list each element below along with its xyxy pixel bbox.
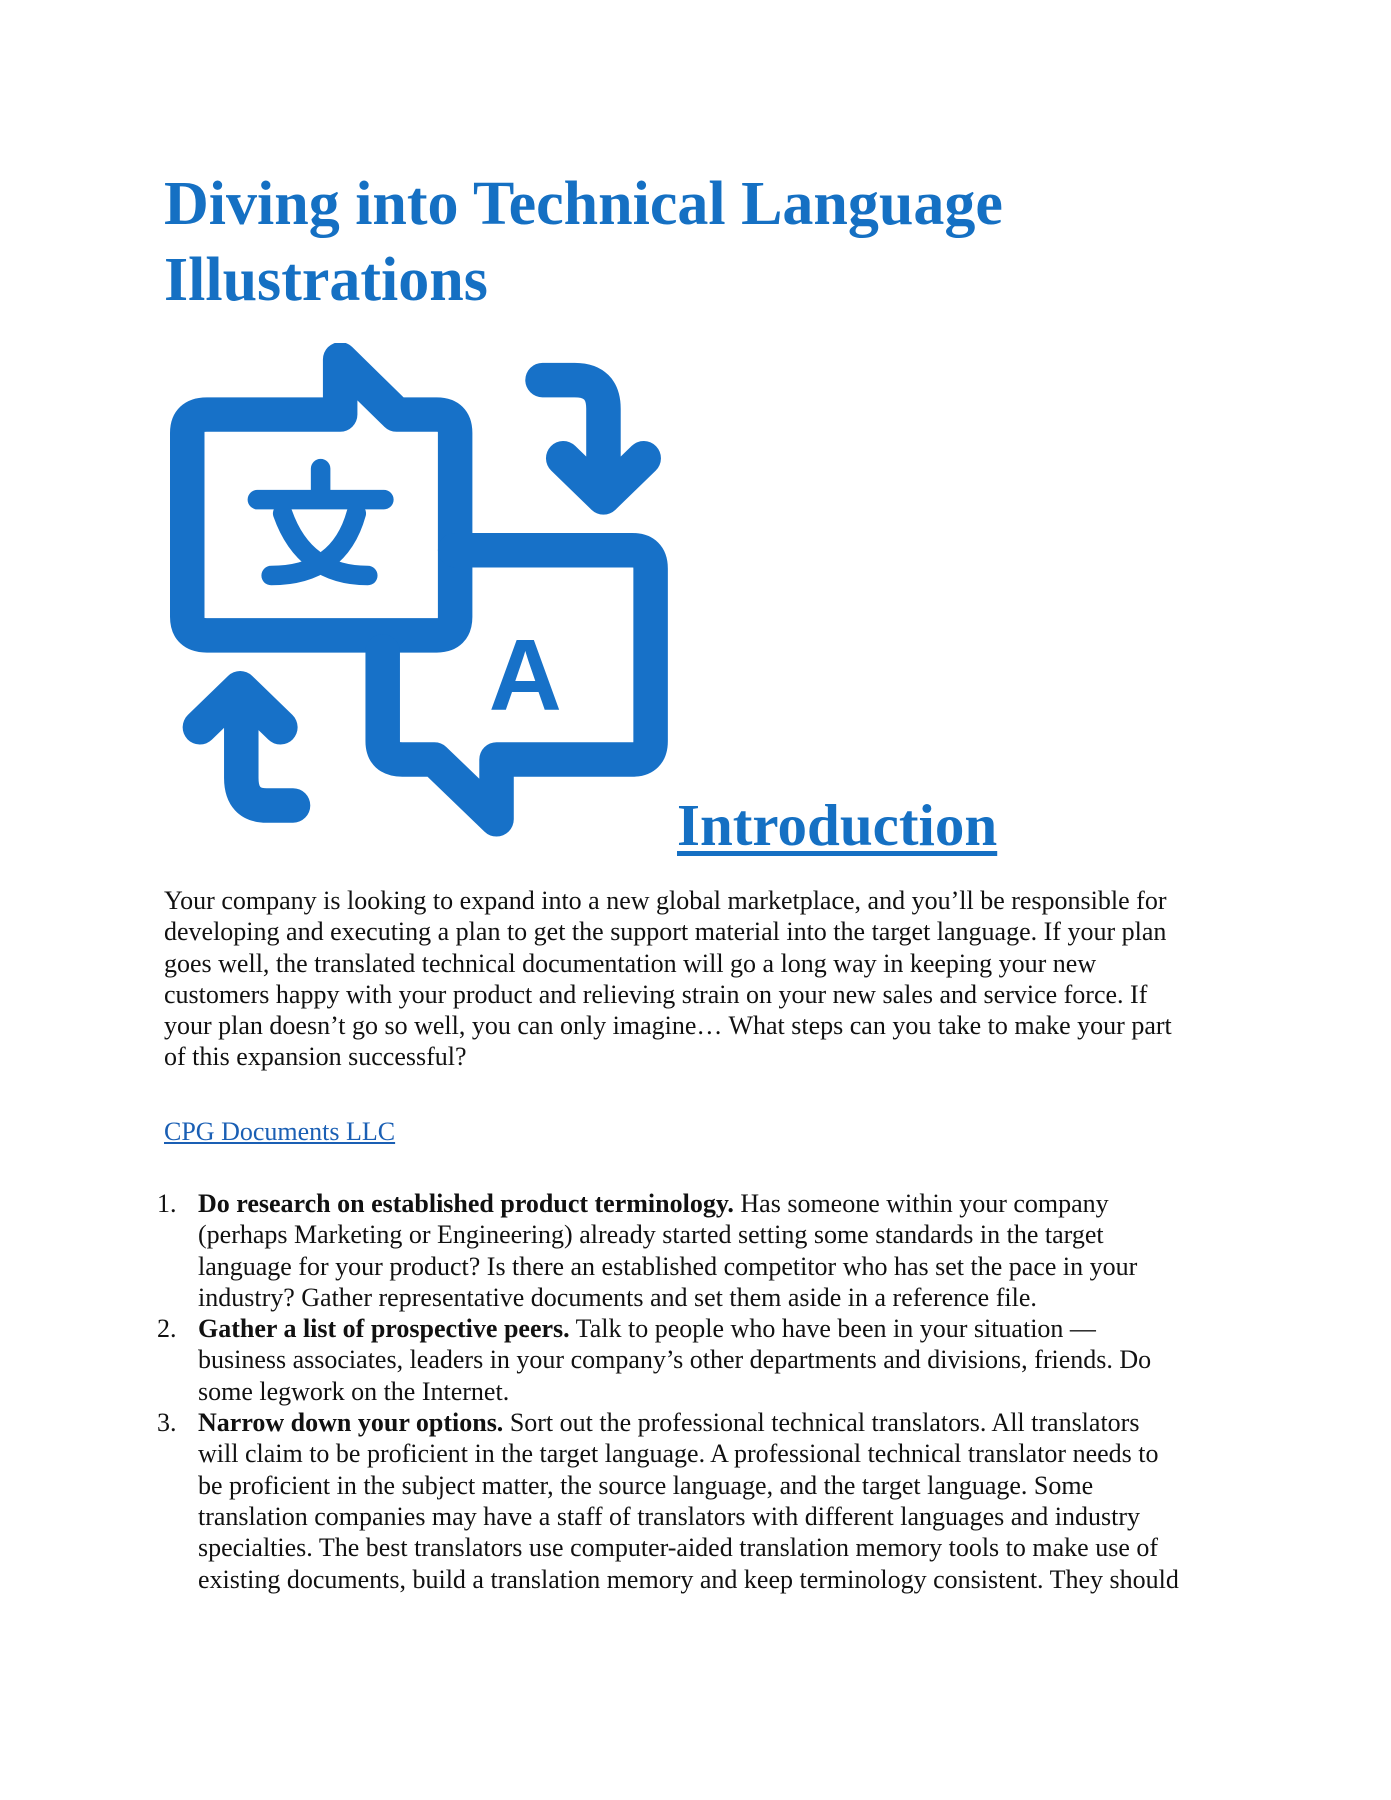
letter-a-glyph: A: [488, 619, 562, 733]
item-line: will claim to be proficient in the target language. A professional technical translator needs to: [198, 1439, 1159, 1469]
item-line: some legwork on the Internet.: [198, 1376, 510, 1406]
arrow-up-icon: [200, 688, 293, 805]
item-text: Sort out the professional technical translators. All translators: [503, 1408, 1140, 1438]
section-heading-introduction: Introduction: [677, 792, 998, 858]
intro-paragraph: [164, 885, 1172, 1073]
translate-icon: [170, 343, 669, 846]
item-lead: Narrow down your options.: [198, 1408, 504, 1438]
document-title: [164, 166, 1003, 318]
paragraph-line: Your company is looking to expand into a new global marketplace, and you’ll be responsible for: [164, 886, 1167, 915]
title-line-1: Diving into Technical Language: [164, 170, 1003, 238]
list-number: 2.: [157, 1314, 177, 1344]
item-lead: Gather a list of prospective peers.: [198, 1314, 570, 1344]
list-item: [0, 1313, 1179, 1407]
item-text: Talk to people who have been in your situation —: [569, 1314, 1096, 1344]
title-line-2: Illustrations: [164, 246, 488, 314]
steps-list: [0, 1188, 1179, 1595]
arrow-down-icon: [543, 380, 644, 497]
list-item: [0, 1407, 1179, 1595]
item-lead: Do research on established product terminology.: [198, 1189, 734, 1218]
list-number: 1.: [157, 1189, 177, 1218]
item-line: (perhaps Marketing or Engineering) already started setting some standards in the target: [198, 1220, 1104, 1250]
paragraph-line: goes well, the translated technical documentation will go a long way in keeping your new: [164, 948, 1097, 978]
item-line: existing documents, build a translation memory and keep terminology consistent. They should: [198, 1564, 1179, 1594]
item-line: translation companies may have a staff of translators with different languages and industry: [198, 1501, 1140, 1531]
item-line: business associates, leaders in your company’s other departments and divisions, friends. Do: [198, 1345, 1152, 1375]
item-line: specialties. The best translators use computer-aided translation memory tools to make use of: [198, 1533, 1159, 1563]
list-item: [0, 1188, 1179, 1313]
paragraph-line: your plan doesn’t go so well, you can only imagine… What steps can you take to make your part: [164, 1011, 1172, 1041]
paragraph-line: of this expansion successful?: [164, 1042, 467, 1072]
paragraph-line: developing and executing a plan to get the support material into the target language. If your plan: [164, 917, 1167, 947]
cpg-documents-link[interactable]: CPG Documents LLC: [164, 1117, 396, 1146]
list-number: 3.: [157, 1408, 177, 1438]
item-line: industry? Gather representative documents and set them aside in a reference file.: [198, 1282, 1037, 1312]
item-line: language for your product? Is there an established competitor who has set the pace in your: [198, 1251, 1138, 1281]
paragraph-line: customers happy with your product and relieving strain on your new sales and service force. If: [164, 979, 1148, 1009]
item-line: be proficient in the subject matter, the source language, and the target language. Some: [198, 1470, 1094, 1500]
item-text: Has someone within your company: [733, 1189, 1109, 1218]
